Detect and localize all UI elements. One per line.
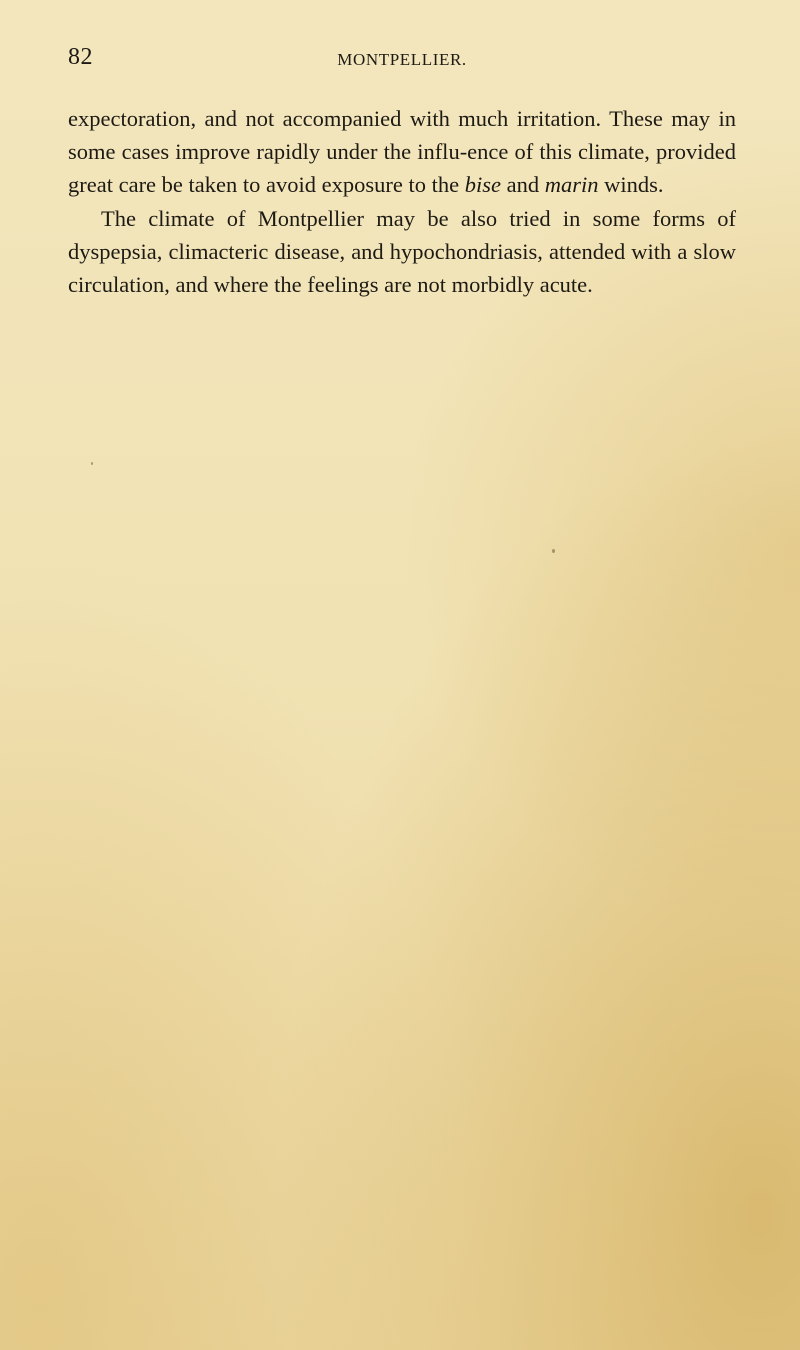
running-head xyxy=(68,44,736,74)
paper-speck xyxy=(552,549,555,553)
italic-term-marin: marin xyxy=(544,172,599,198)
paragraph-1 xyxy=(68,102,736,202)
paragraph-1-text-before: expectoration, and not accompanied with much irritation. These may in some cases improve rapidly under the influ-ence of this climate, provided great care be taken to avoid exposure to the xyxy=(68,106,736,198)
paragraph-1-text-after: winds. xyxy=(598,172,664,198)
paper-speck xyxy=(91,462,93,465)
page-number: 82 xyxy=(68,44,93,70)
paragraph-2: The climate of Montpellier may be also tried in some forms of dyspepsia, climacteric disease, and hypochondriasis, attended with a slow circulation, and where the feelings are not morbidly acute. xyxy=(68,205,736,298)
paragraph-1-text-middle: and xyxy=(500,172,545,198)
italic-term-bise: bise xyxy=(464,172,501,198)
running-title: MONTPELLIER. xyxy=(337,50,467,69)
body-text xyxy=(68,102,736,301)
